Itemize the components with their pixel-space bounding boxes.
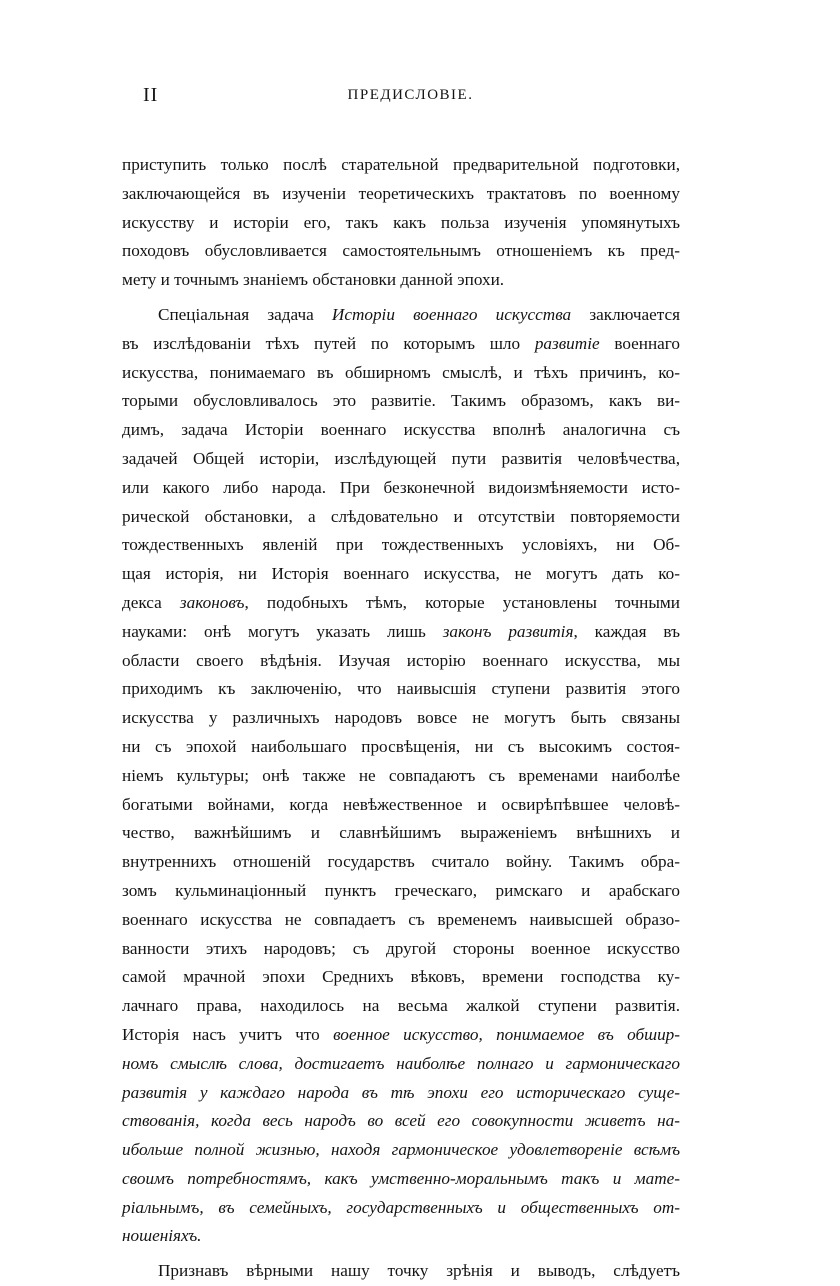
italic-line: развитія у каждаго народа въ тѣ эпохи его историческаго суще- bbox=[122, 1082, 680, 1102]
text-line: мету и точнымъ знаніемъ обстановки данной эпохи. bbox=[122, 270, 505, 290]
text-span: въ изслѣдованіи тѣхъ путей по которымъ шло bbox=[122, 333, 535, 353]
text-line: димъ, задача Исторіи военнаго искусства вполнѣ аналогична съ bbox=[122, 420, 680, 440]
running-title: ПРЕДИСЛОВІЕ. bbox=[347, 87, 474, 103]
text-line: ванности этихъ народовъ; съ другой стороны военное искусство bbox=[122, 938, 680, 958]
italic-line: своимъ потребностямъ, какъ умственно-моральнымъ такъ и мате- bbox=[122, 1168, 680, 1188]
text-line: области своего вѣдѣнія. Изучая исторію военнаго искусства, мы bbox=[122, 650, 680, 670]
text-span: , каждая въ bbox=[573, 621, 680, 641]
text-span: заключается bbox=[571, 304, 681, 324]
text-line: искусства, понимаемаго въ обширномъ смыслѣ, и тѣхъ причинъ, ко- bbox=[122, 362, 680, 382]
text-span: науками: онѣ могутъ указать лишь bbox=[122, 621, 443, 641]
text-line bbox=[122, 589, 680, 618]
text-line: торыми обусловливалось это развитіе. Такимъ образомъ, какъ ви- bbox=[122, 391, 680, 411]
text-line: Признавъ вѣрными нашу точку зрѣнія и выводъ, слѣдуетъ bbox=[158, 1261, 680, 1281]
italic-term: законовъ bbox=[179, 592, 245, 612]
text-line bbox=[122, 330, 680, 359]
text-line: походовъ обусловливается самостоятельнымъ отношеніемъ къ пред- bbox=[122, 241, 680, 261]
italic-line: номъ смыслѣ слова, достигаетъ наиболѣе полнаго и гармоническаго bbox=[122, 1053, 680, 1073]
text-line: задачей Общей исторіи, изслѣдующей пути развитія человѣчества, bbox=[122, 448, 680, 468]
text-line bbox=[122, 1021, 680, 1050]
text-span: военнаго bbox=[599, 333, 680, 353]
text-line: богатыми войнами, когда невѣжественное и освирѣпѣвшее человѣ- bbox=[122, 794, 680, 814]
text-line: щая исторія, ни Исторія военнаго искусства, не могутъ дать ко- bbox=[122, 564, 680, 584]
italic-term: законъ развитія bbox=[442, 621, 574, 641]
paragraph-1 bbox=[122, 151, 680, 295]
text-line: внутреннихъ отношеній государствъ считало войну. Такимъ обра- bbox=[122, 852, 680, 872]
text-span: Исторія насъ учитъ что bbox=[122, 1024, 334, 1044]
text-span: Спеціальная задача bbox=[158, 304, 332, 324]
body-text bbox=[122, 151, 680, 1286]
text-line: приступить только послѣ старательной предварительной подготовки, bbox=[122, 155, 680, 174]
paragraph-2 bbox=[122, 301, 680, 1251]
italic-term: Исторіи военнаго искусства bbox=[331, 304, 572, 324]
text-line: лачнаго права, находилось на весьма жалкой ступени развитія. bbox=[122, 996, 680, 1016]
text-span: , подобныхъ тѣмъ, которые установлены точными bbox=[244, 592, 680, 612]
text-line bbox=[122, 618, 680, 647]
text-line: заключающейся въ изученіи теоретическихъ трактатовъ по военному bbox=[122, 183, 680, 203]
italic-line: ношеніяхъ. bbox=[122, 1226, 202, 1246]
text-line: рической обстановки, а слѣдовательно и отсутствіи повторяемости bbox=[122, 506, 680, 526]
paragraph-3 bbox=[122, 1257, 680, 1286]
page-header bbox=[143, 84, 678, 108]
text-line: военнаго искусства не совпадаетъ съ временемъ наивысшей образо- bbox=[122, 909, 680, 929]
italic-line: ибольше полной жизнью, находя гармоническое удовлетвореніе всѣмъ bbox=[122, 1140, 680, 1160]
text-line: искусства у различныхъ народовъ вовсе не могутъ быть связаны bbox=[122, 708, 680, 728]
text-line: зомъ кульминаціонный пунктъ греческаго, римскаго и арабскаго bbox=[122, 880, 680, 900]
italic-term: развитіе bbox=[534, 333, 600, 353]
text-line: тождественныхъ явленій при тождественныхъ условіяхъ, ни Об- bbox=[122, 535, 680, 555]
text-line: искусству и исторіи его, такъ какъ польза изученія упомянутыхъ bbox=[122, 212, 680, 232]
text-span: декса bbox=[122, 592, 180, 612]
italic-line: ріальнымъ, въ семейныхъ, государственныхъ и общественныхъ от- bbox=[122, 1197, 680, 1217]
italic-text: военное искусство, понимаемое въ обшир- bbox=[333, 1024, 680, 1044]
text-line: ни съ эпохой наибольшаго просвѣщенія, ни съ высокимъ состоя- bbox=[122, 736, 680, 756]
text-line bbox=[122, 301, 680, 330]
page-number: II bbox=[143, 84, 159, 106]
text-line: чество, важнѣйшимъ и славнѣйшимъ выраженіемъ внѣшнихъ и bbox=[122, 823, 680, 843]
text-line: самой мрачной эпохи Среднихъ вѣковъ, времени господства ку- bbox=[122, 967, 680, 987]
text-line: ніемъ культуры; онѣ также не совпадаютъ съ временами наиболѣе bbox=[122, 765, 680, 785]
text-line: или какого либо народа. При безконечной видоизмѣняемости исто- bbox=[122, 477, 680, 497]
italic-line: ствованія, когда весь народъ во всей его совокупности живетъ на- bbox=[122, 1111, 680, 1131]
text-line: приходимъ къ заключенію, что наивысшія ступени развитія этого bbox=[122, 679, 680, 699]
